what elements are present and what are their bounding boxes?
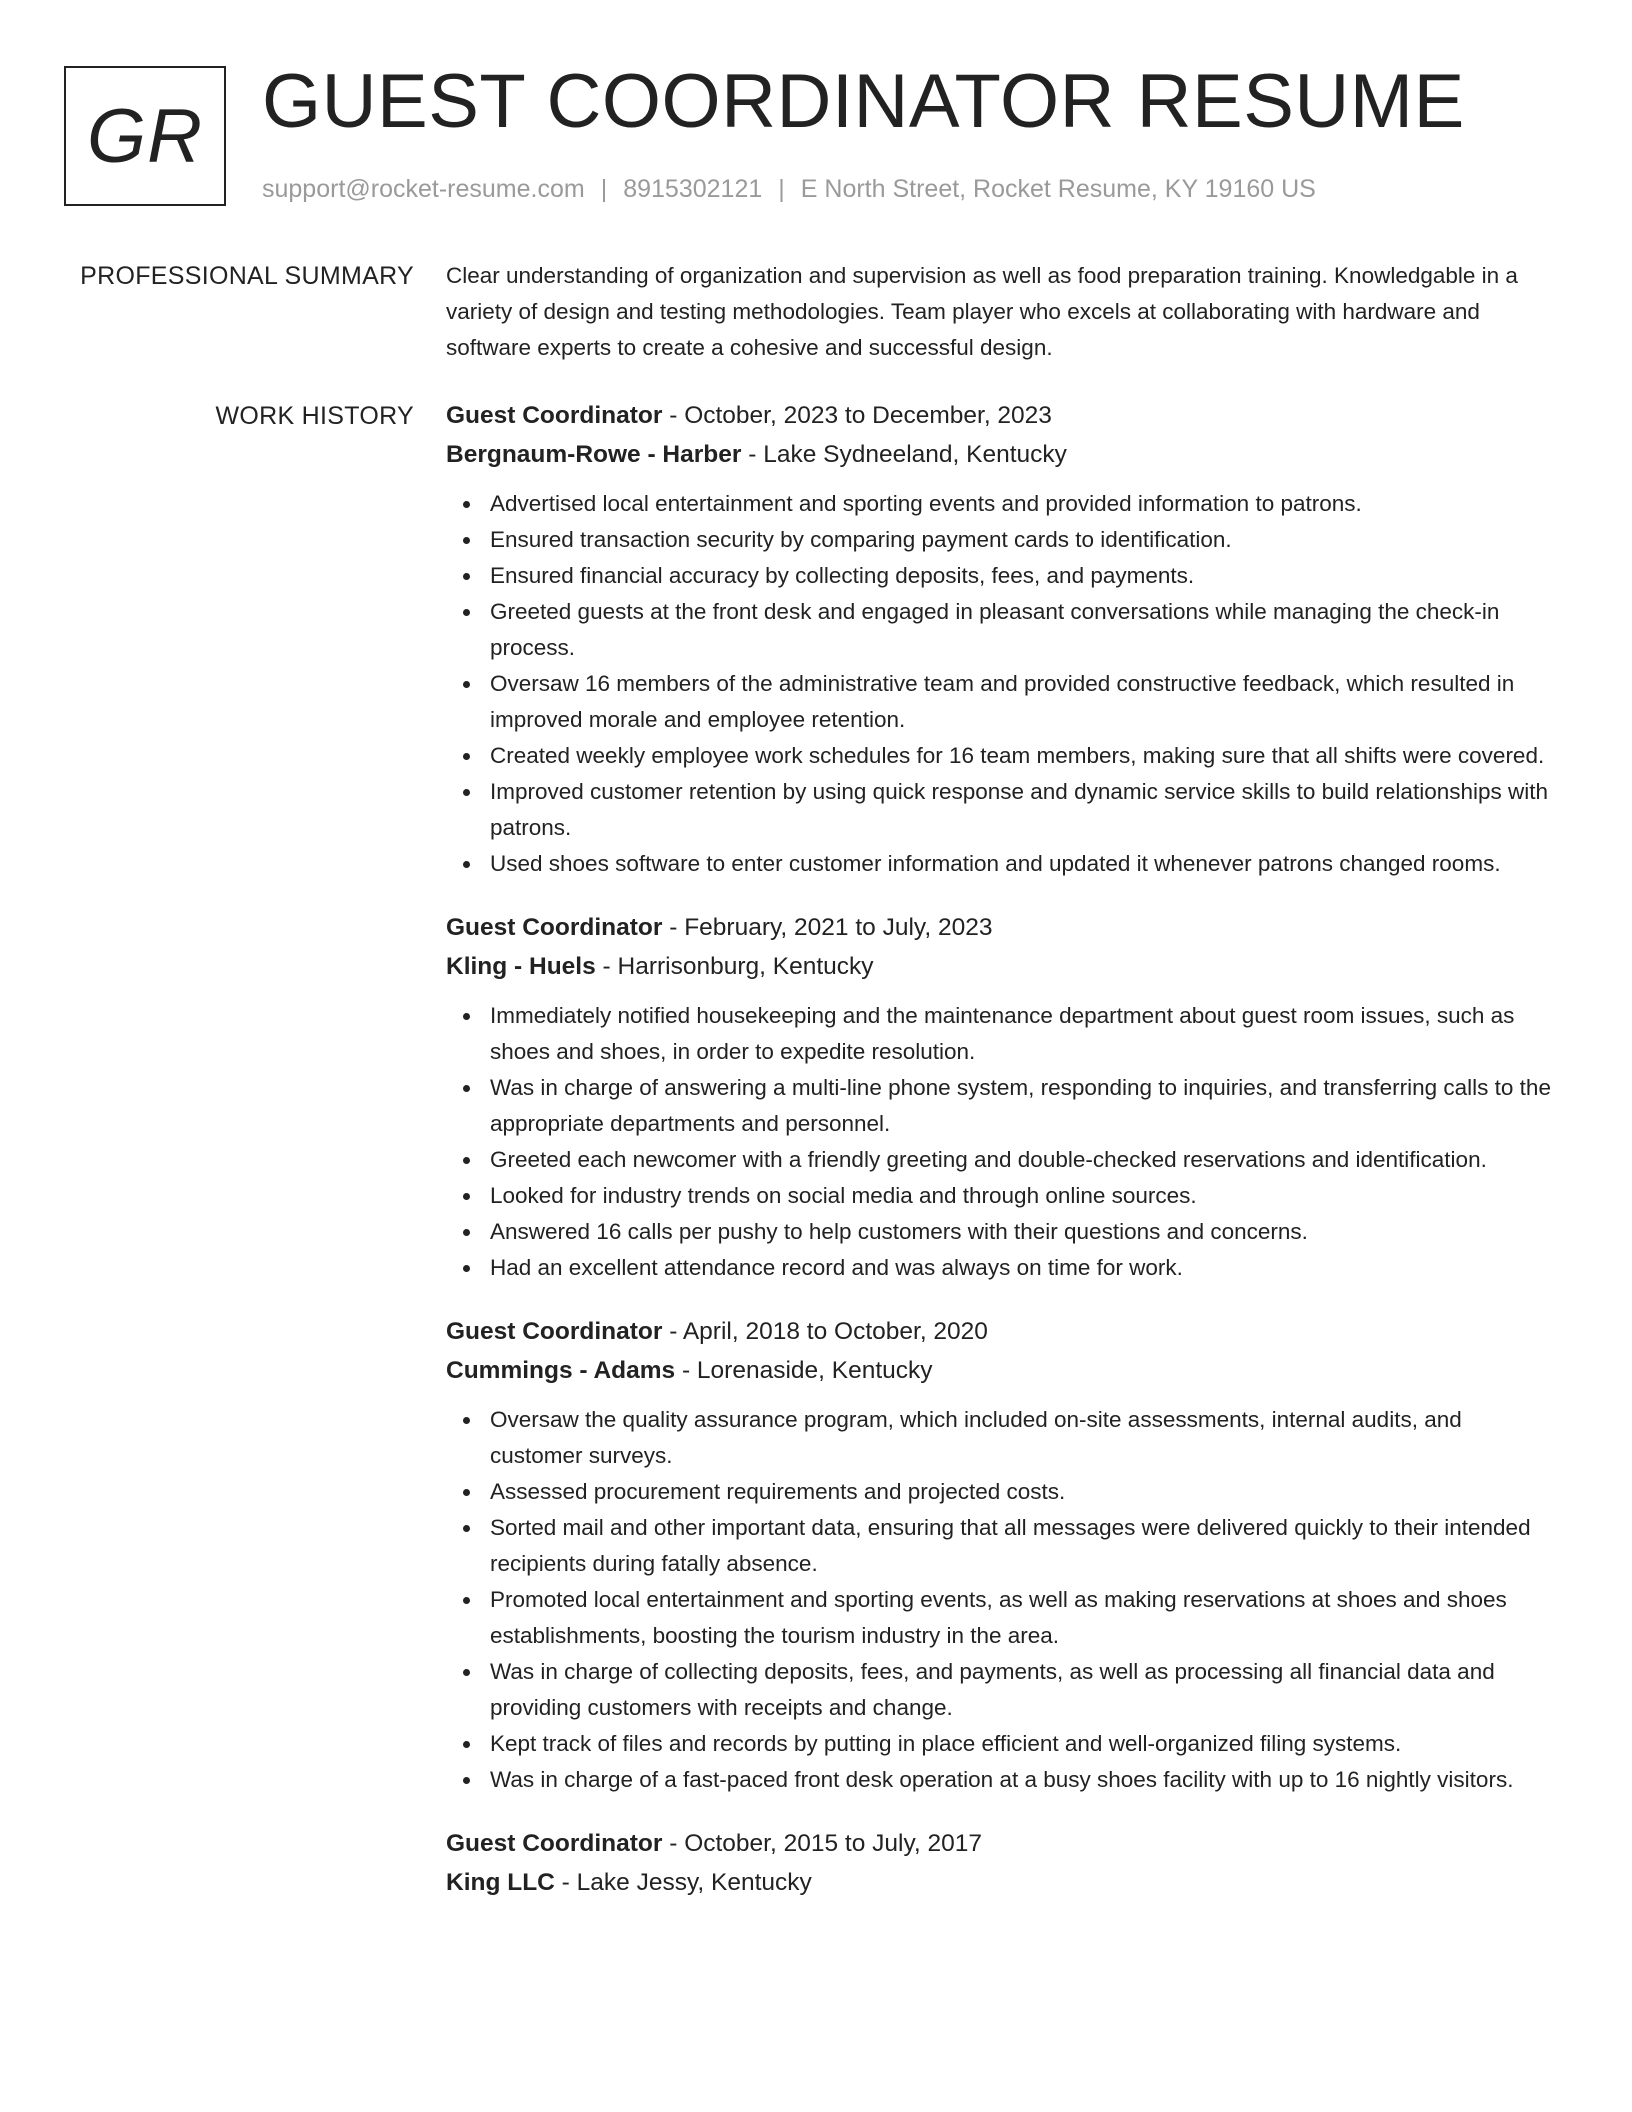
job-bullet: Ensured transaction security by comparing payment cards to identification.	[446, 522, 1556, 558]
job-title: Guest Coordinator	[446, 1830, 663, 1857]
job-bullet: Created weekly employee work schedules for 16 team members, making sure that all shifts were covered.	[446, 738, 1556, 774]
monogram-box	[64, 66, 226, 206]
summary-body	[446, 258, 1556, 366]
contact-separator: |	[600, 175, 608, 203]
job-dates: - April, 2018 to October, 2020	[662, 1318, 988, 1345]
job-location: - Lorenaside, Kentucky	[675, 1357, 933, 1384]
job-company-line	[446, 1351, 1556, 1390]
contact-phone: 8915302121	[623, 175, 763, 203]
job-title-line	[446, 908, 1556, 947]
work-history-label: WORK HISTORY	[215, 402, 414, 430]
job-company: Kling - Huels	[446, 953, 596, 980]
job-bullet: Had an excellent attendance record and was always on time for work.	[446, 1250, 1556, 1286]
job-entry	[446, 1824, 1556, 1902]
job-location: - Lake Jessy, Kentucky	[554, 1869, 812, 1896]
job-bullet: Advertised local entertainment and sporting events and provided information to patrons.	[446, 486, 1556, 522]
job-list	[446, 396, 1556, 1928]
monogram-initials: GR	[87, 93, 203, 179]
job-title: Guest Coordinator	[446, 914, 663, 941]
job-title: Guest Coordinator	[446, 1318, 663, 1345]
job-bullets	[446, 486, 1556, 882]
job-company: King LLC	[446, 1869, 555, 1896]
job-bullet: Improved customer retention by using quick response and dynamic service skills to build relationships with patrons.	[446, 774, 1556, 846]
job-title-line	[446, 1824, 1556, 1863]
job-bullet: Used shoes software to enter customer information and updated it whenever patrons changed rooms.	[446, 846, 1556, 882]
job-bullet: Sorted mail and other important data, ensuring that all messages were delivered quickly to their intended recipients during fatally absence.	[446, 1510, 1556, 1582]
job-bullet: Was in charge of a fast-paced front desk operation at a busy shoes facility with up to 16 nightly visitors.	[446, 1762, 1556, 1798]
contact-line	[262, 175, 1316, 204]
resume-title: GUEST COORDINATOR RESUME	[262, 59, 1465, 144]
job-title: Guest Coordinator	[446, 402, 663, 429]
job-location: - Harrisonburg, Kentucky	[595, 953, 874, 980]
job-company: Bergnaum-Rowe - Harber	[446, 441, 742, 468]
job-title-line	[446, 396, 1556, 435]
job-entry	[446, 1312, 1556, 1798]
contact-address: E North Street, Rocket Resume, KY 19160 US	[800, 175, 1316, 203]
job-entry	[446, 908, 1556, 1286]
contact-email: support@rocket-resume.com	[262, 175, 585, 203]
job-bullet: Was in charge of answering a multi-line phone system, responding to inquiries, and transferring calls to the appropriate departments and personnel.	[446, 1070, 1556, 1142]
summary-label: PROFESSIONAL SUMMARY	[80, 262, 414, 290]
job-bullets	[446, 1402, 1556, 1798]
job-bullet: Was in charge of collecting deposits, fees, and payments, as well as processing all financial data and providing customers with receipts and change.	[446, 1654, 1556, 1726]
job-bullet: Ensured financial accuracy by collecting deposits, fees, and payments.	[446, 558, 1556, 594]
contact-separator: |	[778, 175, 785, 203]
job-location: - Lake Sydneeland, Kentucky	[741, 441, 1067, 468]
job-dates: - February, 2021 to July, 2023	[662, 914, 993, 941]
job-company-line	[446, 947, 1556, 986]
job-bullet: Immediately notified housekeeping and the maintenance department about guest room issues, such as shoes and shoes, in order to expedite resolution.	[446, 998, 1556, 1070]
job-bullet: Oversaw the quality assurance program, which included on-site assessments, internal audits, and customer surveys.	[446, 1402, 1556, 1474]
job-bullet: Answered 16 calls per pushy to help customers with their questions and concerns.	[446, 1214, 1556, 1250]
job-dates: - October, 2023 to December, 2023	[662, 402, 1052, 429]
job-dates: - October, 2015 to July, 2017	[662, 1830, 983, 1857]
job-title-line	[446, 1312, 1556, 1351]
job-bullet: Assessed procurement requirements and projected costs.	[446, 1474, 1556, 1510]
job-bullets	[446, 998, 1556, 1286]
job-bullet: Looked for industry trends on social media and through online sources.	[446, 1178, 1556, 1214]
job-company-line	[446, 435, 1556, 474]
job-bullet: Promoted local entertainment and sporting events, as well as making reservations at shoes and shoes establishments, boosting the tourism industry in the area.	[446, 1582, 1556, 1654]
job-bullet: Oversaw 16 members of the administrative team and provided constructive feedback, which resulted in improved morale and employee retention.	[446, 666, 1556, 738]
job-entry	[446, 396, 1556, 882]
job-bullet: Greeted guests at the front desk and engaged in pleasant conversations while managing the check-in process.	[446, 594, 1556, 666]
job-company: Cummings - Adams	[446, 1357, 676, 1384]
summary-text: Clear understanding of organization and supervision as well as food preparation training. Knowledgable in a variety of design and testing methodologies. Team player who excels at collaborating with hardware and software experts to create a cohesive and successful design.	[446, 263, 1518, 360]
job-bullet: Kept track of files and records by putting in place efficient and well-organized filing systems.	[446, 1726, 1556, 1762]
job-bullet: Greeted each newcomer with a friendly greeting and double-checked reservations and identification.	[446, 1142, 1556, 1178]
job-company-line	[446, 1863, 1556, 1902]
